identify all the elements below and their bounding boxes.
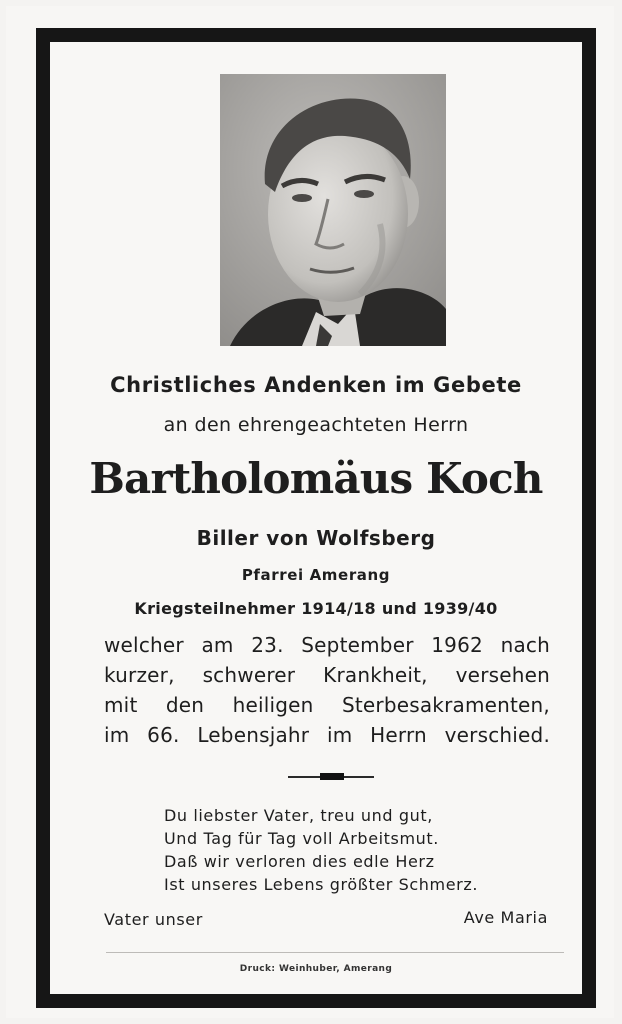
verse-line: Ist unseres Lebens größter Schmerz. xyxy=(164,875,479,894)
body-line: im 66. Lebensjahr im Herrn verschied. xyxy=(104,723,550,747)
memorial-verse xyxy=(164,804,478,896)
prayer-ave-maria: Ave Maria xyxy=(463,908,548,927)
body-line: kurzer, schwerer Krankheit, versehen xyxy=(104,663,550,687)
printer-credit: Druck: Weinhuber, Amerang xyxy=(239,964,393,974)
death-notice-text xyxy=(104,630,550,750)
verse-line: Und Tag für Tag voll Arbeitsmut. xyxy=(164,829,439,848)
portrait-photo xyxy=(220,74,446,346)
black-border-frame xyxy=(36,28,596,1008)
title-line-1: Biller von Wolfsberg xyxy=(196,526,436,550)
memorial-card xyxy=(6,6,614,1018)
body-line: mit den heiligen Sterbesakramenten, xyxy=(104,693,550,717)
prayer-vater-unser: Vater unser xyxy=(104,910,203,929)
heading: Christliches Andenken im Gebete xyxy=(110,373,522,397)
verse-line: Du liebster Vater, treu und gut, xyxy=(164,806,433,825)
subheading: an den ehrengeachteten Herrn xyxy=(163,414,469,436)
title-line-2: Pfarrei Amerang xyxy=(241,566,391,584)
title-line-3: Kriegsteilnehmer 1914/18 und 1939/40 xyxy=(134,599,498,618)
body-line: welcher am 23. September 1962 nach xyxy=(104,633,550,657)
verse-line: Daß wir verloren dies edle Herz xyxy=(164,852,435,871)
footer-rule xyxy=(106,952,564,953)
divider-mark xyxy=(320,773,344,780)
deceased-name: Bartholomäus Koch xyxy=(89,454,543,503)
